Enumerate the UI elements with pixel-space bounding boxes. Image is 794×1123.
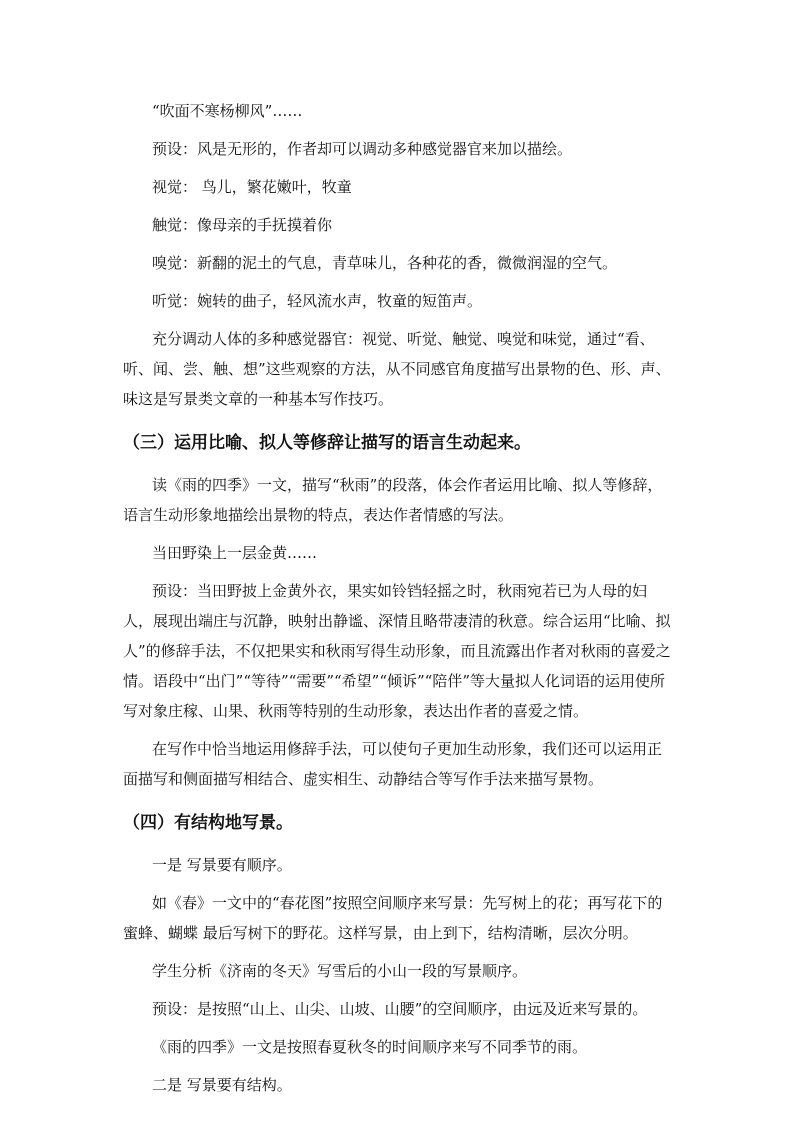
paragraph-rhetoric-summary: 在写作中恰当地运用修辞手法，可以使句子更加生动形象，我们还可以运用正面描写和侧面描写相结合、虚实相生、动静结合等写作手法来描写景物。 xyxy=(123,740,663,788)
quote-line-field: 当田野染上一层金黄…… xyxy=(152,544,318,562)
paragraph-sight: 视觉： 鸟儿，繁花嫩叶，牧童 xyxy=(152,178,352,196)
paragraph-order: 一是 写景要有顺序。 xyxy=(152,856,292,874)
paragraph-preset-autumn: 预设：当田野披上金黄外衣，果实如铃铛轻摇之时，秋雨宛若已为人母的妇人，展现出端庄与沉静，映射出静谧、深情且略带凄清的秋意。综合运用“比喻、拟人”的修辞手法，不仅把果实和秋雨写得生动形象，而且流露出作者对秋雨的喜爱之情。语段中“出门”“等待”“需要”“希望”“倾诉”“陪伴”等大量拟人化词语的运用使所写对象庄稼、山果、秋雨等特别的生动形象，表达出作者的喜爱之情。 xyxy=(123,582,671,720)
paragraph-senses-summary: 充分调动人体的多种感觉器官：视觉、听觉、触觉、嗅觉和味觉，通过“看、听、闻、尝、触、想”这些观察的方法，从不同感官角度描写出景物的色、形、声、味这是写景类文章的一种基本写作技巧。 xyxy=(123,330,671,408)
paragraph-four-seasons-rain: 《雨的四季》一文是按照春夏秋冬的时间顺序来写不同季节的雨。 xyxy=(152,1038,588,1056)
paragraph-hearing: 听觉：婉转的曲子，轻风流水声，牧童的短笛声。 xyxy=(152,292,483,310)
paragraph-touch: 触觉：像母亲的手抚摸着你 xyxy=(152,216,333,234)
document-body xyxy=(123,96,671,1100)
paragraph-spring-flowers: 如《春》一文中的“春花图”按照空间顺序来写景：先写树上的花；再写花下的蜜蜂、蝴蝶 最后写树下的野花。这样写景，由上到下，结构清晰，层次分明。 xyxy=(123,894,663,942)
section-heading-4: （四）有结构地写景。 xyxy=(123,813,293,833)
paragraph-structure: 二是 写景要有结构。 xyxy=(152,1076,292,1094)
paragraph-preset-wind: 预设：风是无形的，作者却可以调动多种感觉器官来加以描绘。 xyxy=(152,140,573,158)
quote-line: “吹面不寒杨柳风”…… xyxy=(152,102,303,120)
paragraph-preset-mountain: 预设：是按照“山上、山尖、山坡、山腰”的空间顺序，由远及近来写景的。 xyxy=(152,1000,648,1018)
paragraph-jinan-winter: 学生分析《济南的冬天》写雪后的小山一段的写景顺序。 xyxy=(152,962,528,980)
paragraph-smell: 嗅觉：新翻的泥土的气息，青草味儿，各种花的香，微微润湿的空气。 xyxy=(152,254,618,272)
paragraph-autumn-rain-task: 读《雨的四季》一文，描写“秋雨”的段落，体会作者运用比喻、拟人等修辞，语言生动形象地描绘出景物的特点，表达作者情感的写法。 xyxy=(123,476,663,524)
section-heading-3: （三）运用比喻、拟人等修辞让描写的语言生动起来。 xyxy=(123,433,531,453)
